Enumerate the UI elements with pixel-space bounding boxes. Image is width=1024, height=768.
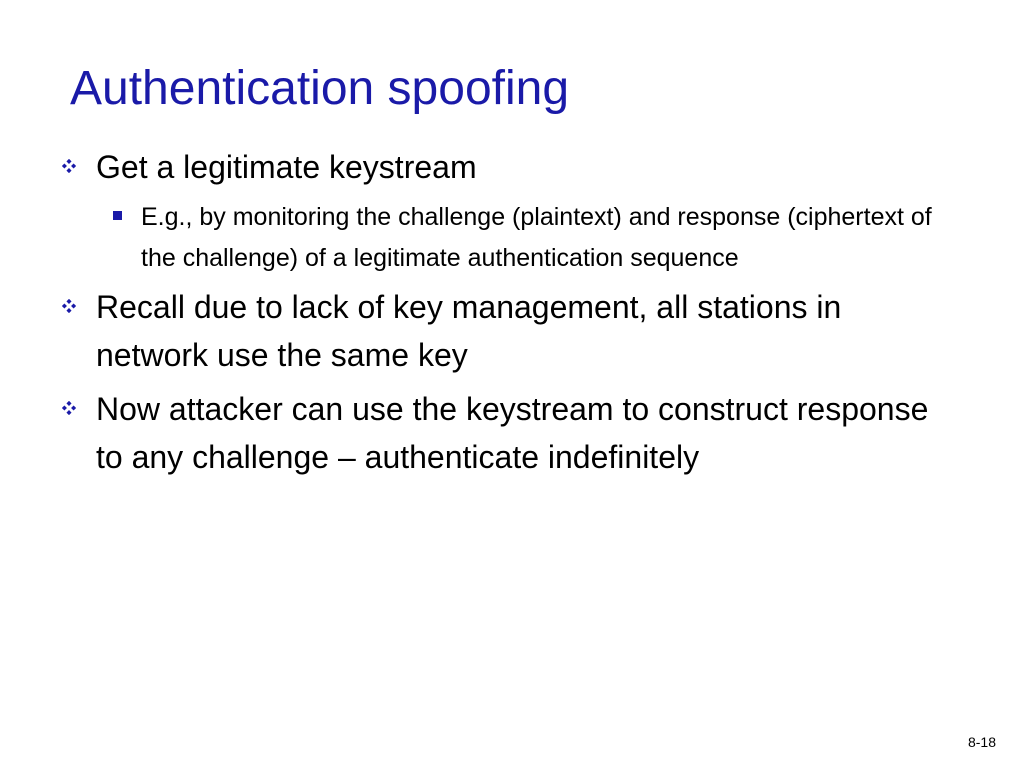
slide-title: Authentication spoofing xyxy=(70,62,570,115)
square-bullet-icon xyxy=(113,211,122,220)
bullet-item xyxy=(58,283,958,379)
diamond-bullet-icon xyxy=(62,401,76,415)
diamond-bullet-icon xyxy=(62,159,76,173)
bullet-list xyxy=(58,143,958,487)
sub-bullet-item xyxy=(58,197,958,279)
sub-bullet-text: E.g., by monitoring the challenge (plaintext) and response (ciphertext of the challenge) of a legitimate authentication sequence xyxy=(141,203,932,272)
bullet-text: Recall due to lack of key management, all stations in network use the same key xyxy=(96,289,842,373)
diamond-bullet-icon xyxy=(62,299,76,313)
page-number: 8-18 xyxy=(967,734,996,750)
bullet-item xyxy=(58,143,958,191)
bullet-text: Get a legitimate keystream xyxy=(96,149,477,185)
bullet-text: Now attacker can use the keystream to construct response to any challenge – authenticate indefinitely xyxy=(96,391,929,475)
bullet-item xyxy=(58,385,958,481)
sub-bullet-list xyxy=(58,197,958,279)
